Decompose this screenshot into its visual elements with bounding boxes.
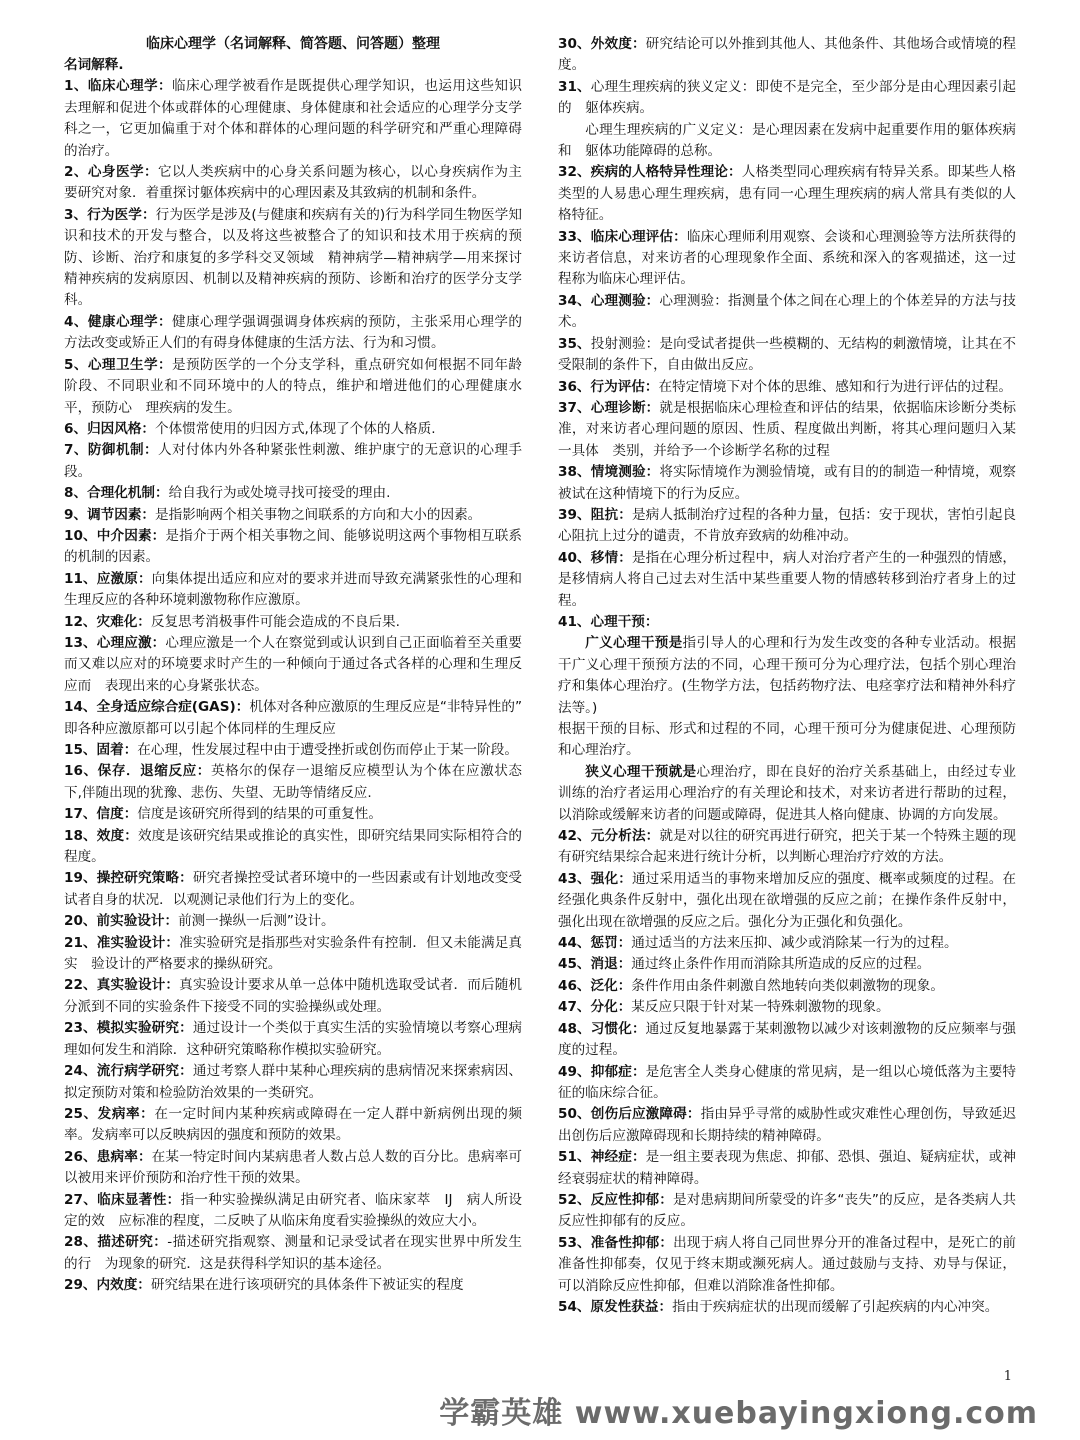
entry-term [558, 293, 659, 309]
entry-term [64, 1020, 193, 1036]
entry-definition: 是病人抵制治疗过程的各种力量，包括：安于现状，害怕引起良心阻抗上过分的谴责，不肯放弃致病的幼稚冲动。 [558, 506, 1017, 545]
entry-number: 29、 [64, 1277, 97, 1294]
entry-term-text: 原发性获益： [590, 1298, 673, 1315]
entry-number: 32、 [558, 164, 591, 181]
entry-term-text: 行为医学： [87, 206, 156, 223]
entry-term-text: 调节因素： [87, 506, 156, 523]
entry-definition: 心理生理疾病的广义定义：是心理因素在发病中起重要作用的躯体疾病和 躯体功能障碍的总称。 [558, 121, 1016, 160]
entry-term [558, 550, 632, 566]
entry-term [558, 379, 658, 395]
entry-term [558, 956, 631, 972]
definition-entry [64, 804, 522, 825]
entry-term [64, 485, 169, 501]
definition-entry [64, 1018, 522, 1061]
entry-term-text: 全身适应综合症(GAS)： [96, 699, 250, 716]
entry-term [558, 614, 658, 630]
definition-entry [64, 205, 522, 312]
definition-entry [558, 826, 1016, 869]
definition-entry [64, 312, 522, 355]
page-number: 1 [1003, 1369, 1012, 1384]
entry-definition: -描述研究指观察、测量和记录受试者在现实世界中所发生的行 为现象的研究．这是获得科学知识的基本途径。 [64, 1234, 523, 1272]
entry-definition: 向集体提出适应和应对的要求并进而导致充满紧张性的心理和生理反应的各种环境刺激物称作应激原。 [64, 570, 523, 609]
definition-entry [558, 377, 1016, 398]
entry-term [64, 1192, 181, 1208]
entry-definition: 指引导人的心理和行为发生改变的各种专业活动。根据干广义心理干预预方法的不同，心理干预可分为心理疗法，包括个别心理治疗和集体心理治疗。(生物学方法，包括药物疗法、电痉挛疗法和精神外科疗法等。) [558, 635, 1017, 716]
definition-entry [64, 355, 522, 419]
entry-number: 24、 [64, 1063, 97, 1080]
entry-definition: 通过考察人群中某种心理疾病的患病情况来探索病因、拟定预防对策和检验防治效果的一类研究。 [64, 1063, 523, 1101]
entry-term-text: 灾难化： [96, 613, 151, 630]
entry-term-text: 心理卫生学： [87, 356, 173, 373]
definition-entry [558, 762, 1016, 826]
entry-term [558, 1149, 646, 1165]
entry-definition: 根据干预的目标、形式和过程的不同，心理干预可分为健康促进、心理预防和心理治疗。 [558, 721, 1016, 759]
definition-entry [558, 548, 1016, 612]
entry-term-text: 中介因素： [96, 527, 166, 544]
entry-number: 35、 [558, 335, 591, 352]
entry-definition: 某反应只限于针对某一特殊刺激物的现象。 [631, 999, 890, 1016]
entry-definition: 在某一特定时间内某病患者人数占总人数的百分比。患病率可以被用来评价预防和治疗性干预的效果。 [64, 1148, 523, 1187]
entry-definition: 给自我行为或处境寻找可接受的理由. [168, 485, 391, 502]
entry-term-text: 合理化机制： [87, 485, 169, 502]
entry-number: 3、 [64, 206, 88, 223]
entry-term-text: 归因风格： [87, 420, 156, 437]
entry-term-text: 心身医学： [87, 164, 158, 181]
definition-entry [558, 1297, 1016, 1318]
entry-term-text: 发病率： [97, 1105, 155, 1122]
entry-number: 28、 [64, 1234, 98, 1251]
entry-term-text: 应激原： [96, 570, 152, 587]
entry-term [558, 164, 742, 180]
section-heading: 名词解释. [64, 57, 124, 73]
right-entry-list [558, 34, 1016, 1318]
entry-term [64, 828, 138, 844]
entry-term [585, 635, 682, 651]
entry-number: 26、 [64, 1148, 97, 1165]
entry-term [64, 1063, 193, 1079]
definition-entry [64, 975, 522, 1018]
entry-number: 41、 [558, 613, 591, 630]
entry-term-text: 防御机制： [87, 442, 158, 459]
entry-definition: 通过终止条件作用而消除其所造成的反应的过程。 [631, 956, 931, 973]
entry-term-text: 临床心理学： [87, 78, 173, 95]
entry-definition: 是预防医学的一个分支学科，重点研究如何根据不同年龄阶段、不同职业和不同环境中的人的特点，维护和增进他们的心理健康水平，预防心 理疾病的发生。 [64, 356, 523, 416]
definition-entry [64, 483, 522, 504]
entry-term [558, 336, 591, 352]
entry-term-text: 固着： [96, 742, 138, 758]
entry-term-text: 信度： [96, 806, 138, 823]
entry-number: 7、 [64, 442, 88, 459]
entry-definition: 前测一操纵一后测”设计。 [178, 913, 335, 930]
definition-entry [558, 1062, 1016, 1105]
entry-term-text: 患病率： [96, 1148, 152, 1165]
entry-number: 14、 [64, 699, 97, 716]
entry-term [558, 1192, 673, 1208]
definition-entry [558, 612, 1016, 633]
entry-number: 22、 [64, 977, 97, 994]
entry-term [64, 935, 179, 951]
entry-term-text: 泛化： [590, 977, 632, 994]
entry-definition: 临床心理师利用观察、会谈和心理测验等方法所获得的来访者信息，对来访者的心理现象作全面、系统和深入的客观描述，这一过程称为临床心理评估。 [558, 228, 1017, 288]
entry-term-text: 准实验设计： [96, 934, 180, 951]
definition-entry [64, 633, 522, 697]
definition-entry [64, 1232, 522, 1275]
entry-definition: 在一定时间内某种疾病或障碍在一定人群中新病例出现的频率。发病率可以反映病因的强度和预防的效果。 [64, 1105, 522, 1144]
entry-definition: 心理应激是一个人在察觉到或认识到自己正面临着至关重要而又难以应对的环境要求时产生的一种倾向于通过各式各样的心理和生理反应而 表现出来的心身紧张状态。 [64, 634, 523, 694]
definition-entry [64, 868, 522, 911]
definition-entry [558, 77, 1016, 120]
left-entry-list [64, 76, 536, 1296]
entry-definition: 是指在心理分析过程中，病人对治疗者产生的一种强烈的情感，是移情病人将自己过去对生活中某些重要人物的情感转移到治疗者身上的过程。 [558, 549, 1017, 609]
entry-definition: 健康心理学强调强调身体疾病的预防，主张采用心理学的方法改变或矫正人们的有碍身体健康的生活方法、行为和习惯。 [64, 313, 523, 352]
entry-number: 16、 [64, 763, 98, 780]
definition-entry [558, 1104, 1016, 1147]
definition-entry [558, 227, 1016, 291]
entry-term-text: 分化： [590, 999, 632, 1016]
entry-number: 5、 [64, 356, 88, 373]
entry-term [558, 1064, 646, 1080]
entry-term [64, 421, 155, 437]
entry-term [64, 1106, 154, 1122]
entry-definition: 心理生理疾病的狭义定义：即使不是完全，至少部分是由心理因素引起的 躯体疾病。 [558, 78, 1017, 117]
entry-number: 6、 [64, 420, 88, 437]
entry-definition: 研究结论可以外推到其他人、其他条件、其他场合或情境的程度。 [558, 36, 1017, 74]
entry-definition: 它以人类疾病中的心身关系问题为核心，以心身疾病作为主要研究对象．着重探讨躯体疾病中的心理因素及其致病的机制和条件。 [64, 164, 523, 202]
entry-term-text: 临床心理评估： [590, 228, 687, 245]
entry-definition: 行为医学是涉及(与健康和疾病有关的)行为科学同生物医学知识和技术的开发与整合，以及将这些被整合了的知识和技术用于疾病的预防、诊断、治疗和康复的多学科交叉领域 精神病学—精神病学—用来探讨精神疾病的发病原因、机制以及精神疾病的预防、诊断和治疗的医学分支学科。 [64, 206, 523, 309]
definition-entry [64, 440, 522, 483]
definition-entry [558, 162, 1016, 226]
definition-entry [558, 334, 1016, 377]
definition-entry [64, 505, 522, 526]
entry-number: 15、 [64, 742, 97, 758]
entry-term-text: 描述研究： [97, 1234, 168, 1251]
definition-entry [64, 697, 536, 740]
entry-term [64, 742, 137, 758]
entry-term-text: 强化： [590, 870, 632, 887]
entry-term-text: 神经症： [590, 1149, 646, 1166]
definition-entry [558, 1190, 1016, 1233]
entry-term-text: 惩罚： [590, 935, 632, 952]
entry-definition: 通过设计一个类似于真实生活的实验情境以考察心理病理如何发生和消除．这种研究策略称作模拟实验研究。 [64, 1020, 523, 1058]
definition-entry [558, 633, 1016, 719]
entry-term [64, 164, 158, 180]
entry-term [64, 1234, 167, 1250]
entry-definition: 是危害全人类身心健康的常见病，是一组以心境低落为主要特征的临床综合征。 [558, 1063, 1017, 1101]
entry-definition: 心理测验：指测量个体之间在心理上的个体差异的方法与技术。 [558, 292, 1017, 331]
entry-definition: 是对患病期间所蒙受的许多“丧失”的反应，是各类病人共反应性抑郁有的反应。 [558, 1191, 1016, 1230]
entry-number: 52、 [558, 1191, 591, 1208]
entry-definition: 通过反复地暴露于某刺激物以减少对该刺激物的反应频率与强度的过程。 [558, 1020, 1017, 1059]
entry-term-text: 消退： [590, 956, 632, 973]
definition-entry [64, 569, 522, 612]
entry-term [558, 935, 631, 951]
entry-definition: 是指影响两个相关事物之间联系的方向和大小的因素。 [155, 506, 482, 523]
entry-term [558, 1106, 701, 1122]
entry-definition: 就是根据临床心理检查和评估的结果，依据临床诊断分类标准，对来访者心理问题的原因、性质、程度做出判断，将其心理问题归入某一具体 类别，并给予一个诊断学名称的过程 [558, 399, 1017, 459]
entry-term-text: 前实验设计： [96, 913, 179, 930]
entry-definition: 反复思考消极事件可能会造成的不良后果. [150, 613, 400, 630]
entry-definition: 就是对以往的研究再进行研究，把关于某一个特殊主题的现有研究结果综合起来进行统计分析，以判断心理治疗疗效的方法。 [558, 828, 1017, 866]
entry-term-text: 准备性抑郁： [590, 1234, 674, 1251]
entry-number: 47、 [558, 999, 591, 1016]
entry-term [558, 978, 631, 994]
entry-number: 4、 [64, 313, 88, 330]
definition-entry [64, 740, 522, 761]
entry-term [64, 357, 172, 373]
entry-term [558, 1235, 673, 1251]
definition-entry [558, 398, 1016, 462]
entry-definition: 条件作用由条件刺激自然地转向类似刺激物的现象。 [631, 977, 944, 994]
definition-entry [64, 1104, 522, 1147]
entry-definition: 通过采用适当的事物来增加反应的强度、概率或频度的过程。在经强化典条件反射中，强化出现在欲增强的反应之前；在操作条件反射中，强化出现在欲增强的反应之后。强化分为正强化和负强化。 [558, 870, 1017, 930]
entry-definition: 研究结果在进行该项研究的具体条件下被证实的程度 [150, 1277, 464, 1294]
entry-definition: 临床心理学被看作是既提供心理学知识，也运用这些知识去理解和促进个体或群体的心理健康、身体健康和社会适应的心理学分支学科之一，它更加偏重于对个体和群体的心理问题的科学研究和严重心理障碍的治疗。 [64, 78, 523, 159]
entry-term [64, 870, 193, 886]
entry-number: 45、 [558, 956, 591, 973]
entry-term-text: 广义心理干预是 [585, 635, 683, 652]
entry-number: 19、 [64, 870, 97, 887]
entry-number: 13、 [64, 634, 97, 651]
entry-term [64, 507, 155, 523]
entry-number: 40、 [558, 549, 591, 566]
definition-entry [558, 976, 1016, 997]
entry-definition: 效度是该研究结果或推论的真实性，即研究结果同实际相符合的程度。 [64, 827, 523, 866]
entry-term-text: 心理应激： [96, 634, 166, 651]
entry-definition: 是指介于两个相关事物之间、能够说明这两个事物相互联系的机制的因素。 [64, 527, 523, 566]
entry-number: 12、 [64, 613, 97, 630]
entry-definition: 信度是该研究所得到的结果的可重复性。 [137, 806, 382, 823]
entry-term-text: 保存．退缩反应： [97, 763, 211, 780]
entry-term-text: 疾病的人格特异性理论： [590, 164, 742, 181]
entry-term-text: 创伤后应激障碍： [590, 1106, 701, 1123]
definition-entry [558, 997, 1016, 1018]
entry-term [558, 36, 646, 52]
entry-definition: 心理治疗，即在良好的治疗关系基础上，由经过专业训练的治疗者运用心理治疗的有关理论和技术，对来访者进行帮助的过程，以消除或缓解来访者的问题或障碍，促进其人格向健康、协调的方向发展。 [558, 763, 1017, 823]
entry-number: 46、 [558, 977, 591, 994]
entry-term-text: 效度： [96, 827, 138, 844]
entry-number: 23、 [64, 1020, 97, 1037]
entry-number: 49、 [558, 1063, 591, 1080]
definition-entry [64, 933, 522, 976]
definition-entry [558, 34, 1016, 77]
entry-number: 50、 [558, 1106, 591, 1123]
entry-term-text: 心理干预： [590, 613, 659, 630]
entry-term-text: 反应性抑郁： [590, 1191, 673, 1208]
entry-number: 20、 [64, 913, 97, 930]
entry-term-text: 健康心理学： [87, 313, 173, 330]
entry-definition: 投射测验：是向受试者提供一些模糊的、无结构的刺激情境，让其在不受限制的条件下，自由做出反应。 [558, 335, 1017, 374]
entry-number: 1、 [64, 78, 88, 95]
entry-term-text: 模拟实验研究： [96, 1020, 193, 1037]
definition-entry [64, 826, 522, 869]
entry-term [64, 913, 178, 929]
entry-definition: 将实际情境作为测验情境，或有目的的制造一种情境，观察被试在这种情境下的行为反应。 [558, 464, 1017, 502]
definition-entry [64, 1190, 522, 1233]
document-title: 临床心理学（名词解释、简答题、问答题）整理 [146, 36, 440, 52]
entry-definition: 真实验设计要求从单一总体中随机选取受试者．而后随机分派到不同的实验条件下接受不同的实验操纵或处理。 [64, 977, 523, 1015]
entry-term [64, 78, 172, 94]
entry-term [64, 614, 151, 630]
entry-term [64, 207, 156, 223]
definition-entry [64, 162, 522, 205]
entry-term [64, 763, 211, 779]
entry-term [558, 400, 659, 416]
entry-term-text: 流行病学研究： [96, 1063, 193, 1080]
entry-number: 11、 [64, 570, 97, 587]
entry-term [64, 1149, 152, 1165]
entry-term-text: 狭义心理干预就是 [585, 763, 697, 780]
entry-term [64, 977, 179, 993]
entry-term [64, 442, 158, 458]
entry-term [64, 314, 172, 330]
definition-entry [64, 526, 522, 569]
definition-entry [558, 505, 1016, 548]
entry-term [64, 571, 152, 587]
entry-number: 30、 [558, 36, 591, 52]
entry-term [558, 828, 659, 844]
entry-term-text: 阻抗： [590, 506, 632, 523]
entry-number: 10、 [64, 527, 97, 544]
entry-term [558, 871, 632, 887]
entry-number: 21、 [64, 934, 97, 951]
definition-entry [64, 761, 522, 804]
entry-definition: 英格尔的保存一退缩反应模型认为个体在应激状态下,伴随出现的犹豫、悲伤、失望、无助等情绪反应. [64, 763, 523, 801]
entry-number: 25、 [64, 1105, 98, 1122]
entry-number: 42、 [558, 828, 591, 845]
definition-entry [64, 911, 522, 932]
definition-entry [558, 954, 1016, 975]
definition-entry [558, 1147, 1016, 1190]
entry-term-text: 外效度： [590, 36, 646, 52]
entry-term-text: 操控研究策略： [96, 870, 193, 887]
entry-number: 37、 [558, 399, 591, 416]
entry-definition: 出现于病人将自己同世界分开的准备过程中，是死亡的前准备性抑郁奏，仅见于终末期或濒死病人。通过鼓励与支持、劝导与保证，可以消除反应性抑郁，但难以消除准备性抑郁。 [558, 1234, 1017, 1294]
entry-number: 31、 [558, 78, 591, 95]
definition-entry [64, 76, 522, 162]
entry-term-text: 行为评估： [590, 378, 659, 395]
entry-term [64, 1277, 151, 1293]
entry-number: 44、 [558, 935, 591, 952]
definition-entry [558, 1233, 1016, 1297]
definition-entry [558, 462, 1016, 505]
definition-entry [558, 933, 1016, 954]
entry-term [64, 699, 249, 715]
entry-term-text: 心理测验： [590, 292, 660, 309]
entry-term [64, 806, 137, 822]
entry-term-text: 情境测验： [590, 464, 660, 481]
entry-definition: 个体惯常使用的归因方式,体现了个体的人格质. [155, 420, 436, 437]
right-column [558, 34, 1016, 1318]
entry-number: 51、 [558, 1149, 591, 1166]
definition-entry [64, 1275, 522, 1296]
left-column [64, 34, 536, 1297]
entry-term-text: 抑郁症： [590, 1063, 646, 1080]
entry-term [558, 464, 659, 480]
entry-number: 8、 [64, 485, 88, 502]
entry-number: 39、 [558, 506, 591, 523]
footer-watermark: 学霸英雄 www.xuebayingxiong.com [439, 1396, 1038, 1431]
entry-term-text: 习惯化： [590, 1020, 646, 1037]
entry-number: 54、 [558, 1298, 591, 1315]
entry-number: 2、 [64, 164, 88, 181]
entry-term-text: 元分析法： [590, 828, 660, 845]
entry-term-text: 临床显著性： [97, 1191, 181, 1208]
entry-number: 18、 [64, 827, 97, 844]
entry-term [558, 1021, 646, 1037]
entry-definition: 指一种实验操纵满足由研究者、临床家萃 IJ 病人所设定的效 应标准的程度，二反映了从临床角度看实验操纵的效应大小。 [64, 1191, 522, 1229]
entry-definition: 在特定情境下对个体的思维、感知和行为进行评估的过程。 [658, 378, 1012, 395]
entry-term [558, 1299, 672, 1315]
definition-entry [558, 120, 1016, 163]
entry-definition: 研究者操控受试者环境中的一些因素或有计划地改变受试者自身的状况．以观测记录他们行为上的变化。 [64, 870, 523, 908]
entry-number: 34、 [558, 292, 591, 309]
entry-term [585, 764, 696, 780]
entry-term [558, 507, 632, 523]
entry-term [558, 229, 687, 245]
entry-definition: 指由于疾病症状的出现而缓解了引起疾病的内心冲突。 [672, 1298, 999, 1315]
entry-number: 27、 [64, 1191, 98, 1208]
entry-definition: 在心理，性发展过程中由于遭受挫折或创伤而停止于某一阶段。 [137, 742, 518, 758]
entry-number: 53、 [558, 1234, 591, 1251]
definition-entry [558, 719, 1016, 762]
entry-term [558, 999, 631, 1015]
entry-number: 43、 [558, 870, 591, 887]
entry-definition: 准实验研究是指那些对实验条件有控制．但又未能满足真实 验设计的严格要求的操纵研究。 [64, 934, 523, 973]
entry-number: 33、 [558, 228, 591, 245]
definition-entry [558, 869, 1016, 933]
entry-number: 48、 [558, 1020, 591, 1037]
definition-entry [64, 419, 522, 440]
entry-definition: 人格类型同心理疾病有特异关系。即某些人格类型的人易患心理生理疾病，患有同一心理生理疾病的病人常具有类似的人格特征。 [558, 164, 1017, 224]
entry-number: 36、 [558, 378, 591, 395]
entry-term [64, 635, 165, 651]
entry-term-text: 心理诊断： [590, 399, 660, 416]
entry-term [64, 528, 165, 544]
entry-definition: 机体对各种应激原的生理反应是“非特异性的” 即各种应激原都可以引起个体同样的生理反应 [64, 699, 536, 737]
entry-number: 38、 [558, 464, 591, 481]
entry-definition: 指由异乎寻常的威胁性或灾难性心理创伤，导致延迟出创伤后应激障碍现和长期持续的精神障碍。 [558, 1106, 1017, 1144]
definition-entry [64, 1061, 522, 1104]
entry-definition: 是一组主要表现为焦虑、抑郁、恐惧、强迫、疑病症状，或神经衰弱症状的精神障碍。 [558, 1149, 1017, 1187]
entry-definition: 通过适当的方法来压抑、减少或消除某一行为的过程。 [631, 935, 958, 952]
entry-term-text: 真实验设计： [96, 977, 180, 994]
definition-entry [64, 1147, 522, 1190]
entry-number: 9、 [64, 506, 88, 523]
entry-number: 17、 [64, 806, 97, 823]
definition-entry [558, 1019, 1016, 1062]
entry-definition: 人对付体内外各种紧张性刺激、维护康宁的无意识的心理手段。 [64, 442, 523, 480]
definition-entry [64, 612, 522, 633]
definition-entry [558, 291, 1016, 334]
entry-term-text: 内效度： [96, 1277, 151, 1294]
entry-term-text: 移情： [590, 549, 632, 566]
entry-term [558, 79, 591, 95]
